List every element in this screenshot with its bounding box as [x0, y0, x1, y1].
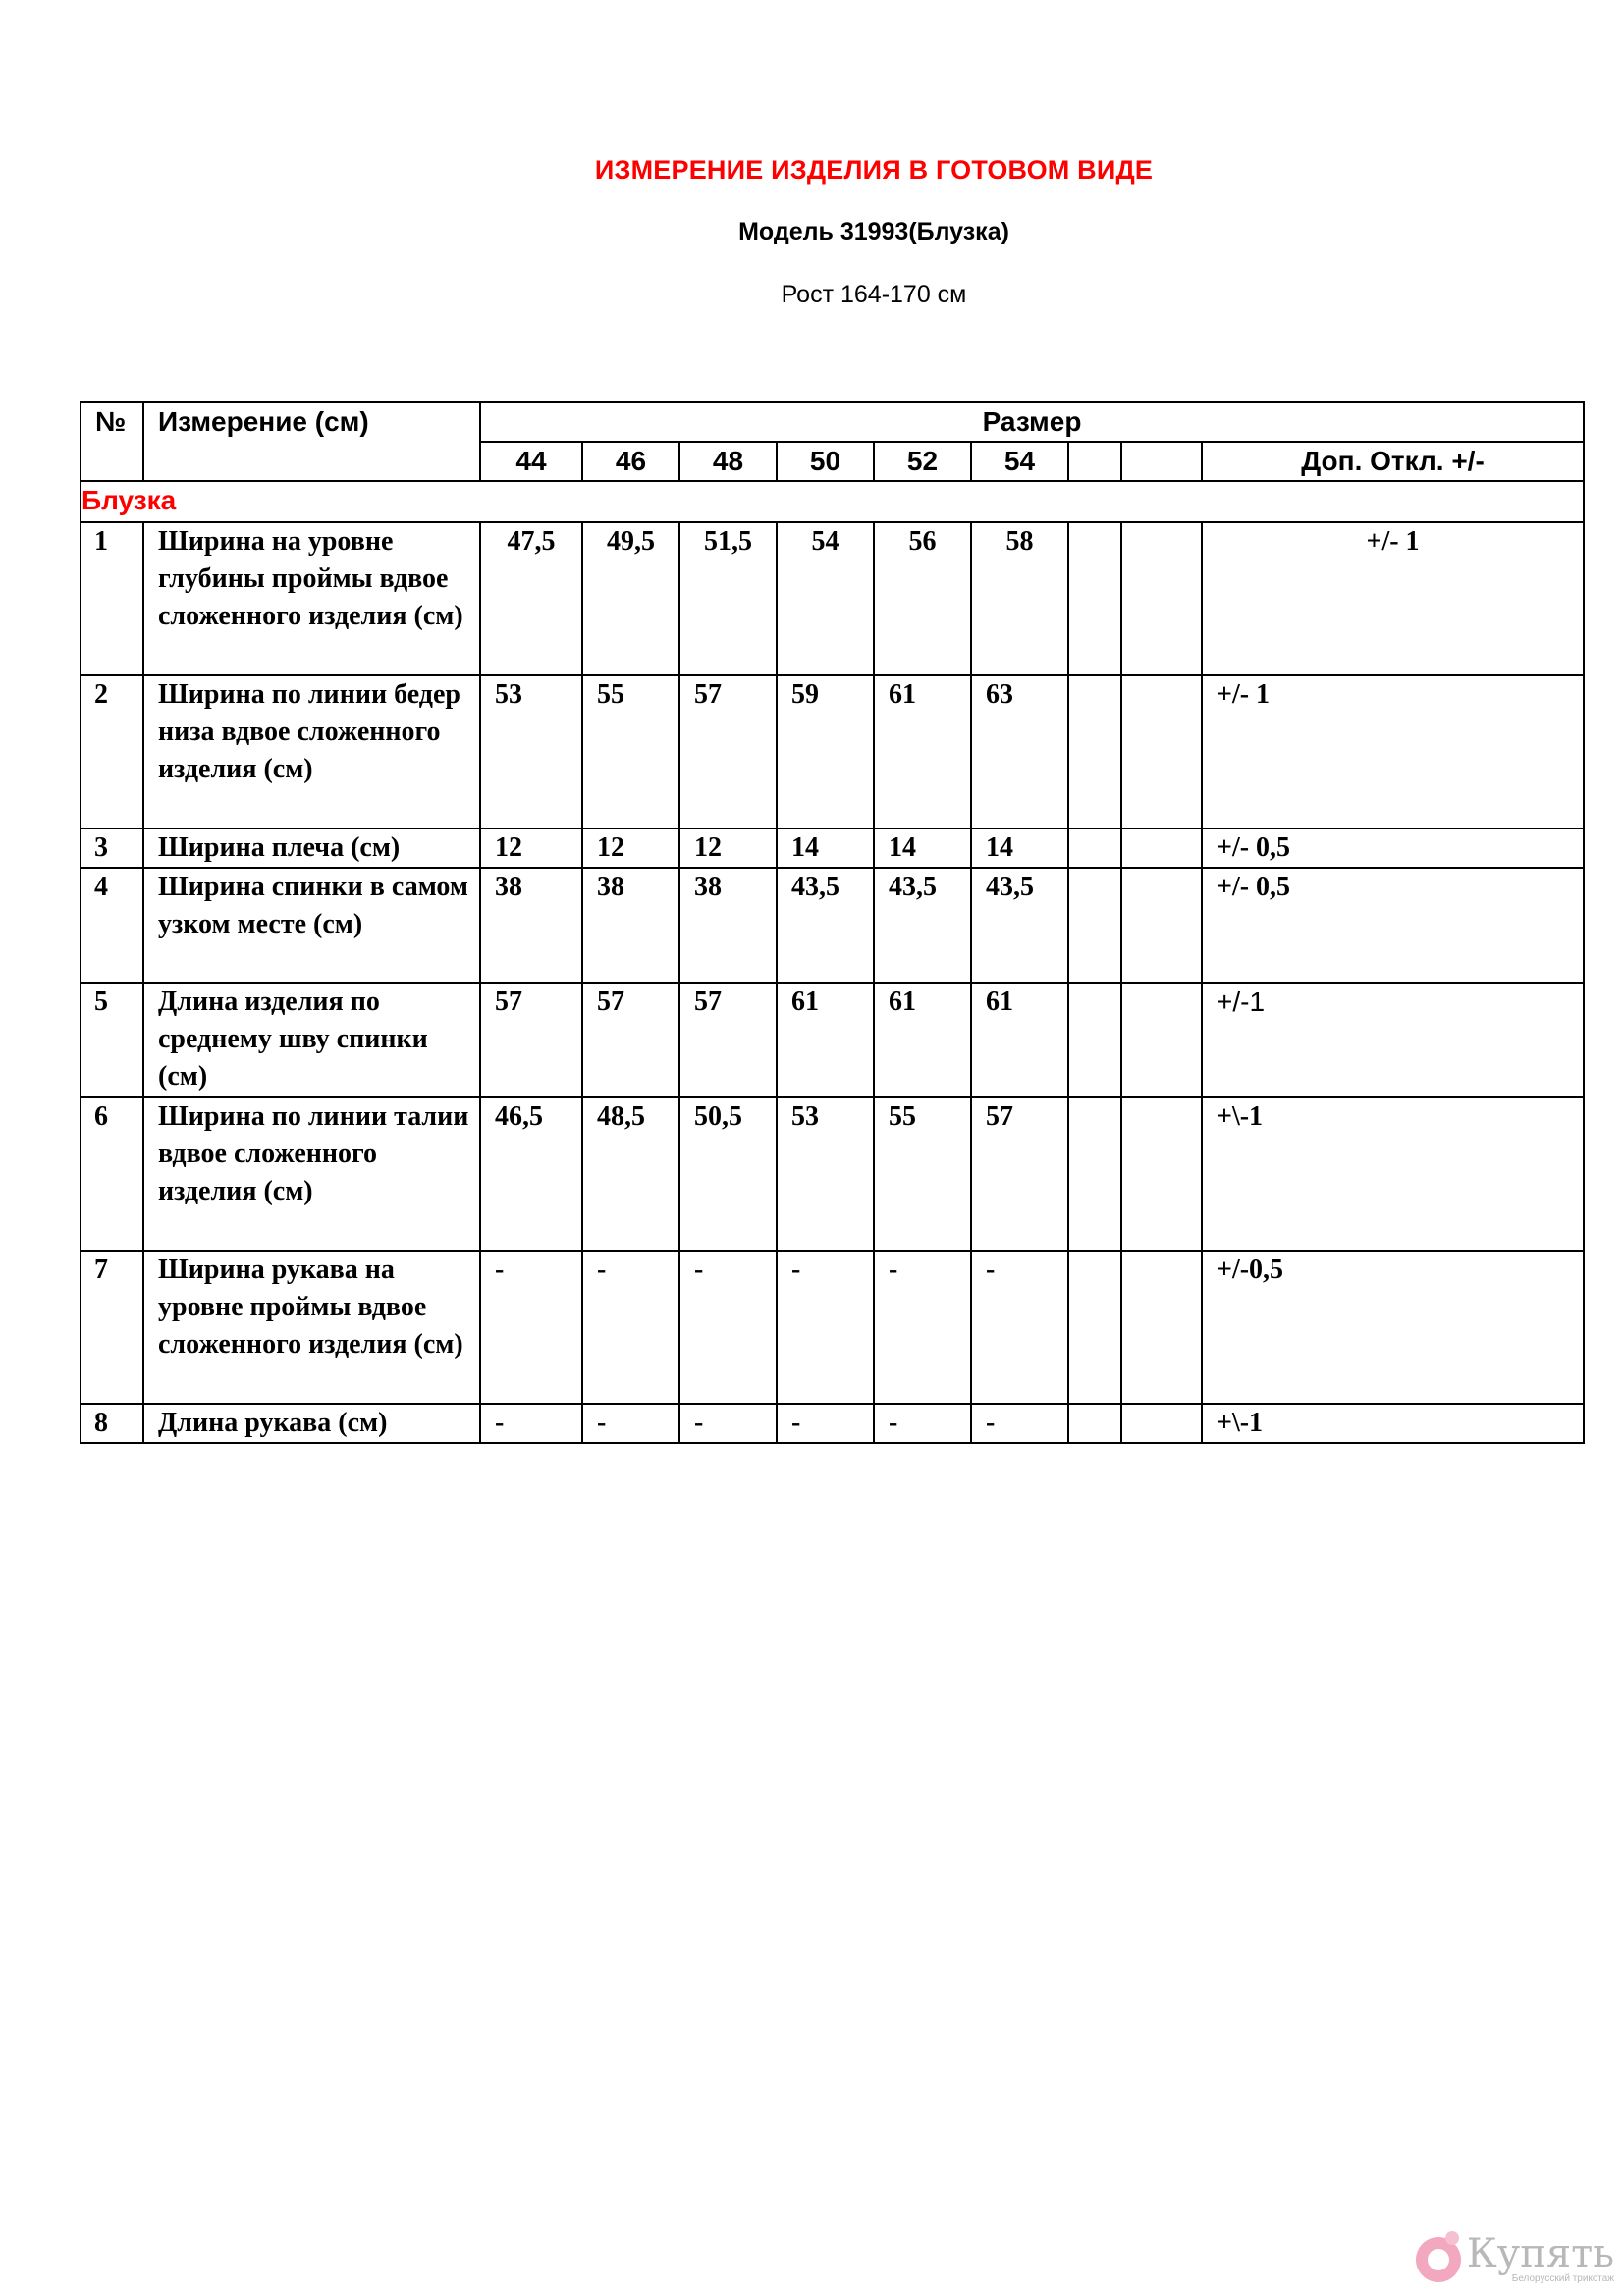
- row-value: 51,5: [679, 522, 777, 675]
- size-54: 54: [971, 442, 1068, 481]
- row-value: -: [874, 1404, 971, 1443]
- row-value: -: [582, 1404, 679, 1443]
- row-value: 43,5: [874, 868, 971, 983]
- row-value: 61: [777, 983, 874, 1097]
- height-label: Рост 164-170 см: [781, 281, 967, 308]
- row-empty: [1068, 675, 1121, 828]
- row-empty: [1121, 1404, 1202, 1443]
- header-row: [81, 402, 1584, 442]
- size-46: 46: [582, 442, 679, 481]
- row-value: 61: [874, 983, 971, 1097]
- row-tolerance: +/-1: [1202, 983, 1584, 1097]
- row-value: 48,5: [582, 1097, 679, 1251]
- row-num: 8: [81, 1404, 143, 1443]
- section-label: Блузка: [81, 481, 1584, 522]
- row-num: 6: [81, 1097, 143, 1251]
- row-value: 49,5: [582, 522, 679, 675]
- size-50: 50: [777, 442, 874, 481]
- row-value: -: [777, 1251, 874, 1404]
- row-tolerance: +\-1: [1202, 1404, 1584, 1443]
- row-empty: [1068, 522, 1121, 675]
- row-name: Ширина по линии бедер низа вдвое сложенного изделия (см): [143, 675, 480, 828]
- row-value: -: [971, 1251, 1068, 1404]
- row-value: 50,5: [679, 1097, 777, 1251]
- row-tolerance: +\-1: [1202, 1097, 1584, 1251]
- row-name: Длина рукава (см): [143, 1404, 480, 1443]
- row-value: 53: [777, 1097, 874, 1251]
- row-value: -: [874, 1251, 971, 1404]
- table-row: [81, 1404, 1584, 1443]
- row-empty: [1068, 868, 1121, 983]
- row-value: -: [679, 1404, 777, 1443]
- size-empty-2: [1121, 442, 1202, 481]
- row-value: -: [480, 1404, 582, 1443]
- row-name: Ширина рукава на уровне проймы вдвое сложенного изделия (см): [143, 1251, 480, 1404]
- row-value: 58: [971, 522, 1068, 675]
- logo-name: Купять: [1466, 2231, 1614, 2276]
- row-tolerance: +/-0,5: [1202, 1251, 1584, 1404]
- header-measurement: Измерение (см): [143, 402, 480, 481]
- row-empty: [1121, 1251, 1202, 1404]
- row-empty: [1121, 828, 1202, 868]
- row-tolerance: +/- 1: [1202, 675, 1584, 828]
- row-value: 57: [679, 983, 777, 1097]
- row-empty: [1068, 1404, 1121, 1443]
- row-value: 55: [874, 1097, 971, 1251]
- model-label: Модель 31993(Блузка): [738, 218, 1009, 245]
- row-value: 43,5: [777, 868, 874, 983]
- row-empty: [1121, 868, 1202, 983]
- row-value: 61: [971, 983, 1068, 1097]
- row-value: 57: [971, 1097, 1068, 1251]
- logo-tagline: Белорусский трикотаж: [1511, 2273, 1614, 2284]
- row-value: 47,5: [480, 522, 582, 675]
- row-value: 61: [874, 675, 971, 828]
- row-value: -: [679, 1251, 777, 1404]
- row-num: 7: [81, 1251, 143, 1404]
- row-value: 59: [777, 675, 874, 828]
- row-value: 53: [480, 675, 582, 828]
- row-empty: [1121, 1097, 1202, 1251]
- row-name: Ширина по линии талии вдвое сложенного изделия (см): [143, 1097, 480, 1251]
- row-empty: [1121, 983, 1202, 1097]
- row-num: 4: [81, 868, 143, 983]
- row-empty: [1068, 828, 1121, 868]
- row-value: -: [777, 1404, 874, 1443]
- size-48: 48: [679, 442, 777, 481]
- row-value: 14: [874, 828, 971, 868]
- row-value: 57: [679, 675, 777, 828]
- row-value: -: [971, 1404, 1068, 1443]
- row-value: 54: [777, 522, 874, 675]
- row-tolerance: +/- 0,5: [1202, 828, 1584, 868]
- row-empty: [1121, 675, 1202, 828]
- size-empty-1: [1068, 442, 1121, 481]
- size-44: 44: [480, 442, 582, 481]
- table-row: [81, 868, 1584, 983]
- row-value: 12: [679, 828, 777, 868]
- row-value: 14: [777, 828, 874, 868]
- row-value: 46,5: [480, 1097, 582, 1251]
- measurement-table: [80, 401, 1585, 1444]
- logo-text: [1466, 2231, 1614, 2284]
- row-name: Ширина спинки в самом узком месте (см): [143, 868, 480, 983]
- document-title: ИЗМЕРЕНИЕ ИЗДЕЛИЯ В ГОТОВОМ ВИДЕ: [594, 155, 1154, 185]
- row-empty: [1068, 983, 1121, 1097]
- row-name: Ширина на уровне глубины проймы вдвое сложенного изделия (см): [143, 522, 480, 675]
- table-row: [81, 828, 1584, 868]
- table-row: [81, 675, 1584, 828]
- row-value: 43,5: [971, 868, 1068, 983]
- row-empty: [1121, 522, 1202, 675]
- row-num: 5: [81, 983, 143, 1097]
- row-value: 38: [679, 868, 777, 983]
- row-value: 57: [480, 983, 582, 1097]
- row-empty: [1068, 1251, 1121, 1404]
- row-value: 12: [582, 828, 679, 868]
- row-value: -: [480, 1251, 582, 1404]
- row-empty: [1068, 1097, 1121, 1251]
- header-tolerance: Доп. Откл. +/-: [1202, 442, 1584, 481]
- logo-circle-icon: [1416, 2237, 1461, 2282]
- watermark-logo: [1416, 2231, 1614, 2284]
- table-row: [81, 1097, 1584, 1251]
- row-value: 63: [971, 675, 1068, 828]
- row-name: Ширина плеча (см): [143, 828, 480, 868]
- size-52: 52: [874, 442, 971, 481]
- row-value: 38: [582, 868, 679, 983]
- row-value: 12: [480, 828, 582, 868]
- table-row: [81, 1251, 1584, 1404]
- row-tolerance: +/- 1: [1202, 522, 1584, 675]
- row-value: 56: [874, 522, 971, 675]
- row-value: -: [582, 1251, 679, 1404]
- header-num: №: [81, 402, 143, 481]
- row-name: Длина изделия по среднему шву спинки (см): [143, 983, 480, 1097]
- row-num: 1: [81, 522, 143, 675]
- row-tolerance: +/- 0,5: [1202, 868, 1584, 983]
- table-row: [81, 522, 1584, 675]
- row-num: 2: [81, 675, 143, 828]
- table-row: [81, 983, 1584, 1097]
- row-num: 3: [81, 828, 143, 868]
- header-size: Размер: [480, 402, 1584, 442]
- section-row: [81, 481, 1584, 522]
- row-value: 14: [971, 828, 1068, 868]
- row-value: 57: [582, 983, 679, 1097]
- row-value: 55: [582, 675, 679, 828]
- row-value: 38: [480, 868, 582, 983]
